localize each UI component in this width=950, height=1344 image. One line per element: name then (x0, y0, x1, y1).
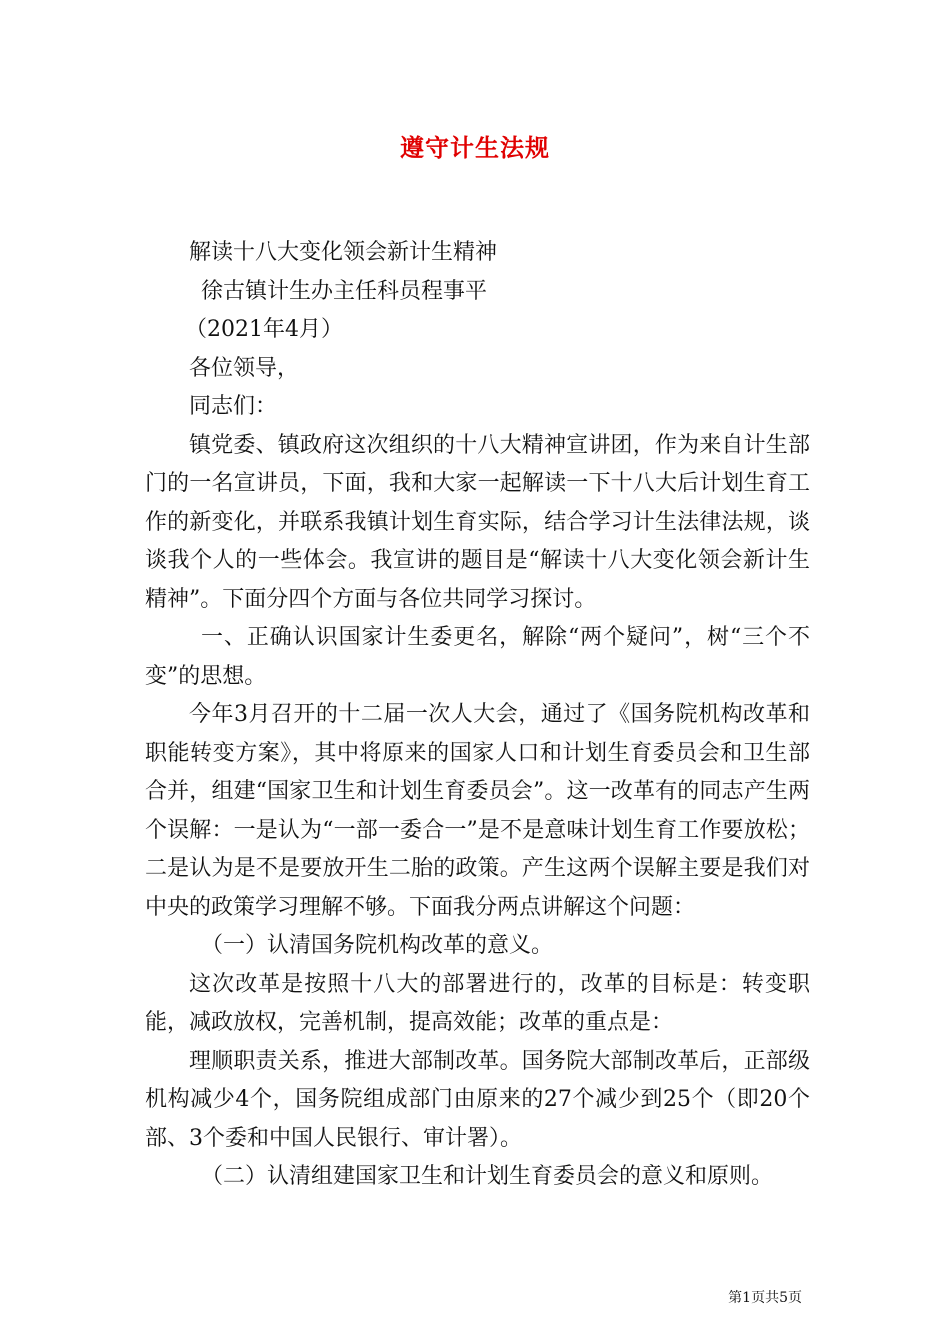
document-title: 遵守计生法规 (400, 133, 550, 162)
page-number-footer: 第1页共5页 (728, 1290, 802, 1306)
paragraph-reform: 今年3月召开的十二届一次人大会，通过了《国务院机构改革和职能转变方案》，其中将原来的国家人口和计划生育委员会和卫生部合并，组建“国家卫生和计划生育委员会”。这一改革有的同志产生两个误解：一是认为“一部一委合一”是不是意味计划生育工作要放松；二是认为是不是要放开生二胎的政策。产生这两个误解主要是我们对中央的政策学习理解不够。下面我分两点讲解这个问题： (145, 702, 810, 920)
paragraph-subject: 解读十八大变化领会新计生精神 (189, 240, 498, 265)
paragraph-section-1: 一、正确认识国家计生委更名，解除“两个疑问”，树“三个不变”的思想。 (145, 625, 810, 689)
paragraph-subsection-1: （一）认清国务院机构改革的意义。 (201, 933, 554, 958)
paragraph-intro: 镇党委、镇政府这次组织的十八大精神宣讲团，作为来自计生部门的一名宣讲员，下面，我和大家一起解读一下十八大后计划生育工作的新变化，并联系我镇计划生育实际，结合学习计生法律法规，谈谈我个人的一些体会。我宣讲的题目是“解读十八大变化领会新计生精神”。下面分四个方面与各位共同学习探讨。 (145, 432, 810, 612)
paragraph-subsection-2: （二）认清组建国家卫生和计划生育委员会的意义和原则。 (201, 1164, 774, 1189)
document-body (145, 234, 810, 1197)
paragraph-reform-detail: 理顺职责关系，推进大部制改革。国务院大部制改革后，正部级机构减少4个，国务院组成部门由原来的27个减少到25个（即20个部、3个委和中国人民银行、审计署）。 (145, 1048, 810, 1151)
paragraph-greeting-comrades: 同志们： (189, 394, 278, 419)
paragraph-greeting-leaders: 各位领导， (189, 355, 300, 381)
paragraph-author: 徐古镇计生办主任科员程事平 (201, 278, 488, 304)
paragraph-reform-goal: 这次改革是按照十八大的部署进行的，改革的目标是：转变职能，减政放权，完善机制，提高效能；改革的重点是： (145, 971, 810, 1035)
paragraph-date: （2021年4月） (185, 317, 343, 342)
